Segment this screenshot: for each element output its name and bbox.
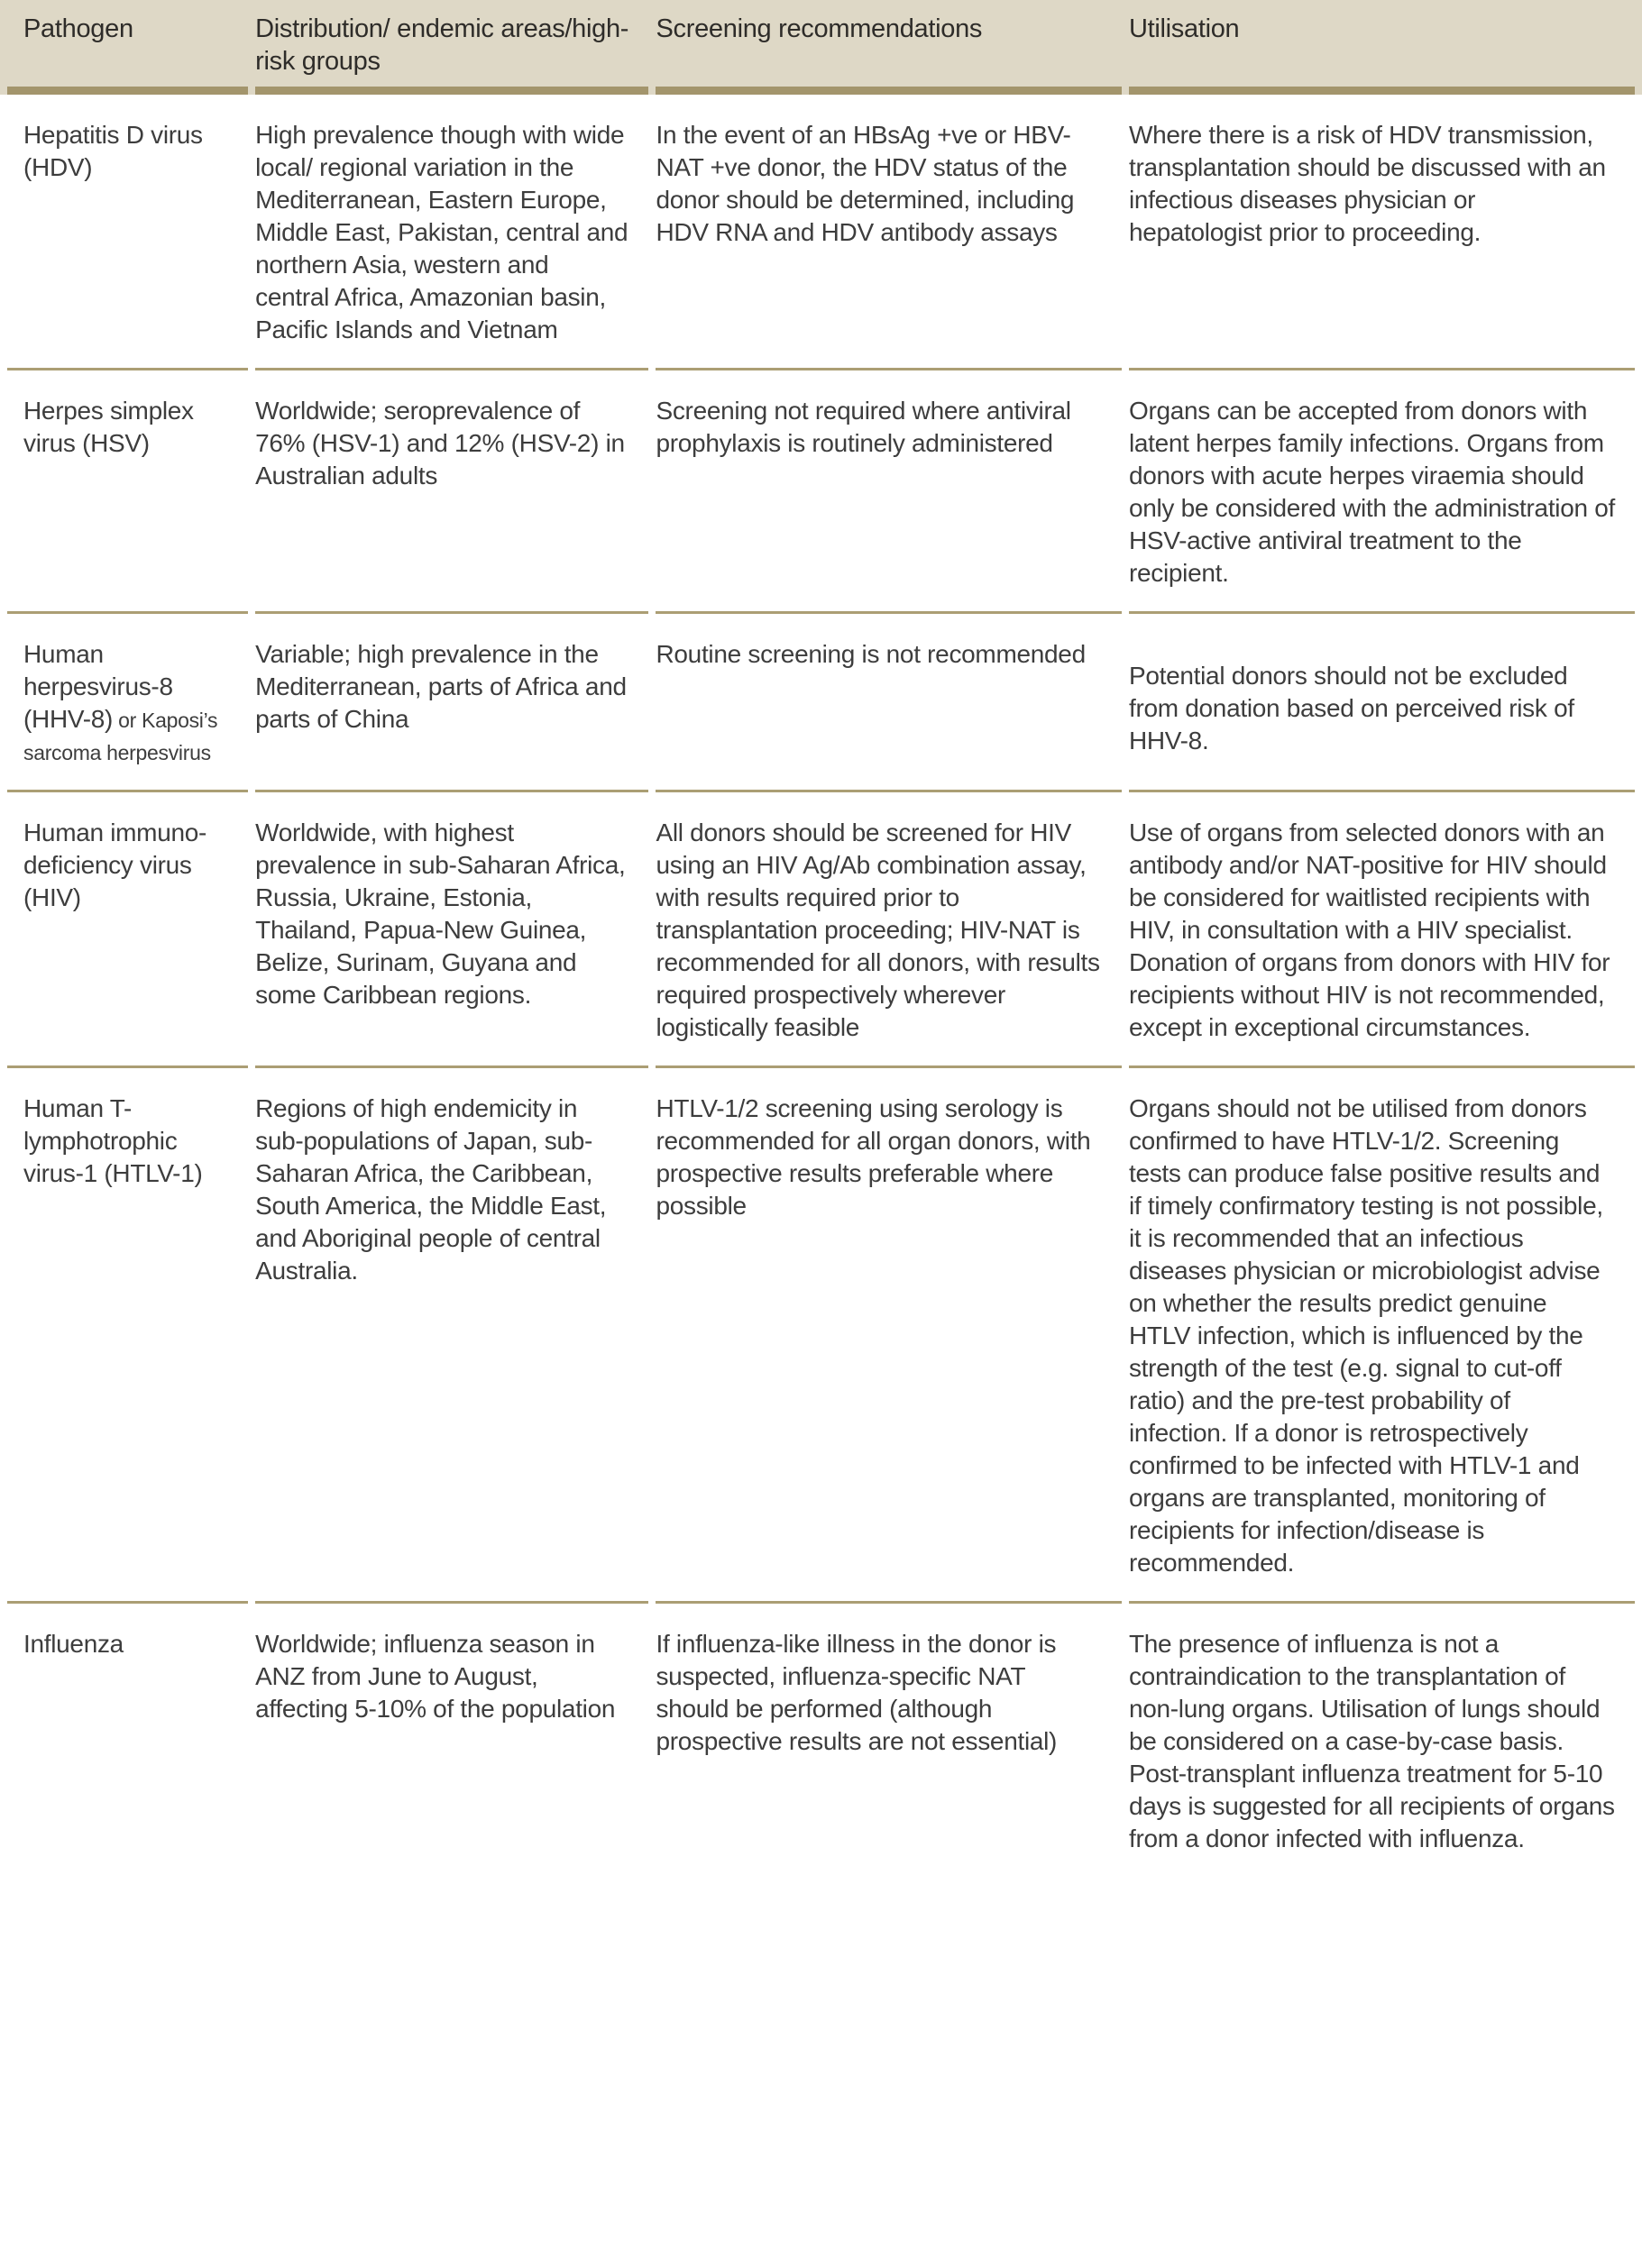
pathogen-cell: Herpes simplex virus (HSV) [7, 370, 248, 614]
column-header-screening: Screening recommendations [656, 0, 1121, 95]
pathogen-cell: Influenza [23, 1630, 124, 1658]
table-row-hhv8 [7, 614, 1635, 792]
distribution-cell: High prevalence though with wide local/ regional variation in the Mediterranean, Eastern Europe, Middle East, Pakistan, central and northern Asia, western and central Africa, Amazonian basin, Pacific Islands and Vietnam [255, 95, 648, 370]
screening-cell: All donors should be screened for HIV using an HIV Ag/Ab combination assay, with results required prior to transplantation proceeding; HIV-NAT is recommended for all donors, with results required prospectively wherever logistically feasible [656, 792, 1121, 1068]
column-header-distribution: Distribution/ endemic areas/high-risk groups [255, 0, 648, 95]
table-row-hiv [7, 792, 1635, 1068]
pathogen-cell: Hepatitis D virus (HDV) [7, 95, 248, 370]
table-row-htlv1 [7, 1068, 1635, 1604]
distribution-cell: Worldwide; influenza season in ANZ from June to August, affecting 5-10% of the population [255, 1630, 616, 1723]
table-header-row [7, 0, 1635, 95]
distribution-cell: Worldwide, with highest prevalence in sub-Saharan Africa, Russia, Ukraine, Estonia, Thailand, Papua-New Guinea, Belize, Surinam, Guyana and some Caribbean regions. [255, 792, 648, 1068]
utilisation-cell: Organs can be accepted from donors with latent herpes family infections. Organs from donors with acute herpes viraemia should only be considered with the administration of HSV-active antiviral treatment to the recipient. [1129, 370, 1635, 614]
utilisation-cell: Potential donors should not be excluded from donation based on perceived risk of HHV-8. [1129, 614, 1635, 792]
table-row-hdv [7, 95, 1635, 370]
pathogen-cell [7, 614, 248, 792]
screening-cell: In the event of an HBsAg +ve or HBV-NAT +ve donor, the HDV status of the donor should be determined, including HDV RNA and HDV antibody assays [656, 95, 1121, 370]
pathogen-alt-name: or Kaposi’s sarcoma herpesvirus [23, 709, 218, 764]
screening-cell: Screening not required where antiviral prophylaxis is routinely administered [656, 370, 1121, 614]
utilisation-cell: The presence of influenza is not a contraindication to the transplantation of non-lung organs. Utilisation of lungs should be considered on a case-by-case basis. Post-transplant influenza treatment for 5-10 days is suggested for all recipients of organs from a donor infected with influenza. [1128, 1630, 1615, 1852]
utilisation-cell: Use of organs from selected donors with an antibody and/or NAT-positive for HIV should be considered for waitlisted recipients with HIV, in consultation with a HIV specialist. Donation of organs from donors with HIV for recipients without HIV is not recommended, except in exceptional circumstances. [1129, 792, 1635, 1068]
utilisation-cell: Where there is a risk of HDV transmission, transplantation should be discussed with an infectious diseases physician or hepatologist prior to proceeding. [1129, 95, 1635, 370]
column-header-utilisation: Utilisation [1129, 0, 1635, 95]
distribution-cell: Worldwide; seroprevalence of 76% (HSV-1) and 12% (HSV-2) in Australian adults [255, 370, 648, 614]
utilisation-cell: Organs should not be utilised from donors confirmed to have HTLV-1/2. Screening tests can produce false positive results and if timely confirmatory testing is not possible, it is recommended that an infectious diseases physician or microbiologist advise on whether the results predict genuine HTLV infection, which is influenced by the strength of the test (e.g. signal to cut-off ratio) and the pre-test probability of infection. If a donor is retrospectively confirmed to be infected with HTLV-1 and organs are transplanted, monitoring of recipients for infection/disease is recommended. [1129, 1068, 1635, 1604]
screening-cell: HTLV-1/2 screening using serology is recommended for all organ donors, with prospective results preferable where possible [656, 1068, 1121, 1604]
pathogen-cell: Human T-lymphotrophic virus-1 (HTLV-1) [7, 1068, 248, 1604]
pathogen-name: Human herpesvirus-8 (HHV-8) [23, 640, 173, 733]
pathogen-cell: Human immuno-deficiency virus (HIV) [7, 792, 248, 1068]
screening-cell: If influenza-like illness in the donor is suspected, influenza-specific NAT should be performed (although prospective results are not essential) [656, 1630, 1058, 1755]
distribution-cell: Regions of high endemicity in sub-populations of Japan, sub-Saharan Africa, the Caribbean, South America, the Middle East, and Aboriginal people of central Australia. [255, 1068, 648, 1604]
column-header-pathogen: Pathogen [7, 0, 248, 95]
screening-cell: Routine screening is not recommended [656, 614, 1121, 792]
table-row-influenza [7, 1604, 1635, 1877]
distribution-cell: Variable; high prevalence in the Mediterranean, parts of Africa and parts of China [255, 614, 648, 792]
table-row-hsv [7, 370, 1635, 614]
